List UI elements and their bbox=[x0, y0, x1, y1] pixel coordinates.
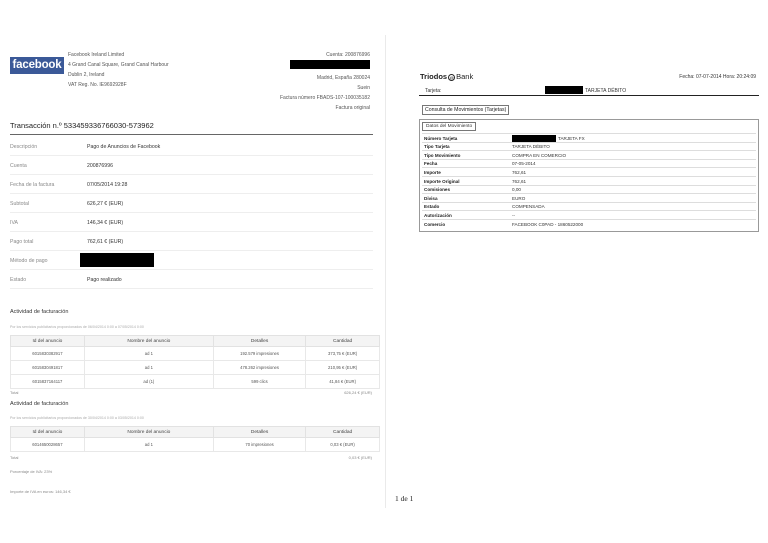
movement-value: 07-05-2014 bbox=[512, 161, 536, 167]
tarjeta-label: Tarjeta: bbox=[425, 88, 442, 94]
total-label: Total bbox=[10, 390, 19, 395]
detail-label: Descripción bbox=[10, 144, 38, 150]
movement-label: Estado bbox=[424, 204, 440, 210]
detail-value: 07/05/2014 19:28 bbox=[87, 182, 128, 188]
table-cell: 373,75 € (EUR) bbox=[306, 347, 380, 361]
table-row bbox=[11, 347, 380, 361]
table-cell: 6015830491817 bbox=[11, 361, 85, 375]
logo-bank: Bank bbox=[456, 72, 474, 81]
billing-total-1 bbox=[10, 390, 380, 395]
movement-row bbox=[422, 176, 756, 184]
table-cell: 599 clics bbox=[213, 375, 305, 389]
detail-row bbox=[10, 137, 373, 156]
consulta-title: Consulta de Movimientos (Tarjetas) bbox=[422, 105, 509, 115]
column-header: Detalles bbox=[213, 427, 305, 438]
movement-row bbox=[422, 202, 756, 210]
table-cell: 41,84 € (EUR) bbox=[306, 375, 380, 389]
detail-row bbox=[10, 270, 373, 289]
billing-total-2 bbox=[10, 455, 380, 460]
table-cell: ad 1 bbox=[84, 347, 213, 361]
redacted-card-number bbox=[512, 135, 556, 142]
detail-label: Fecha de la factura bbox=[10, 182, 55, 188]
activity-title-2: Actividad de facturación bbox=[10, 401, 69, 407]
activity-note-1: Por los servicios publicitarios proporcionados de 06/04/2014 0:00 a 07/05/2014 0:00 bbox=[10, 325, 144, 329]
table-cell: 210,95 € (EUR) bbox=[306, 361, 380, 375]
column-header: Nombre del anuncio bbox=[84, 427, 213, 438]
movement-row bbox=[422, 185, 756, 193]
table-header-row bbox=[11, 427, 380, 438]
detail-row bbox=[10, 156, 373, 175]
column-header: Id del anuncio bbox=[11, 427, 85, 438]
movement-row bbox=[422, 142, 756, 150]
movement-value: 0,00 bbox=[512, 187, 521, 193]
transaction-title: Transacción n.º 533459336766030-573962 bbox=[10, 121, 154, 130]
company-street: 4 Grand Canal Square, Grand Canal Harbour bbox=[68, 62, 169, 68]
table-cell: 70 impresiones bbox=[213, 438, 305, 452]
movement-value: 762,61 bbox=[512, 178, 527, 184]
detail-row bbox=[10, 232, 373, 251]
page-number: 1 de 1 bbox=[395, 494, 414, 503]
movement-row bbox=[422, 133, 756, 141]
movement-row bbox=[422, 219, 756, 227]
movement-row bbox=[422, 210, 756, 218]
movement-value: TARJETA DÉBITO bbox=[512, 144, 550, 150]
company-city: Dublin 2, Ireland bbox=[68, 72, 105, 78]
triodos-logo bbox=[420, 72, 473, 81]
account-status: Suein bbox=[357, 85, 370, 91]
movement-value: EURO bbox=[512, 195, 526, 201]
vat-amount: Importe de IVA en euros: 146,34 € bbox=[10, 489, 71, 494]
facebook-invoice-page bbox=[0, 35, 385, 501]
table-cell: 192.579 impresiones bbox=[213, 347, 305, 361]
triodos-statement-page bbox=[385, 35, 768, 508]
vat-percent: Porcentaje de IVA: 23% bbox=[10, 469, 53, 474]
movement-label: Importe bbox=[424, 169, 441, 175]
detail-label: Cuenta bbox=[10, 163, 27, 169]
movement-row bbox=[422, 159, 756, 167]
detail-row bbox=[10, 194, 373, 213]
movement-value: COMPRA EN COMERCIO bbox=[512, 152, 567, 158]
detail-row bbox=[10, 175, 373, 194]
column-header: Cantidad bbox=[306, 336, 380, 347]
detail-value: 762,61 € (EUR) bbox=[87, 239, 124, 245]
movement-label: Divisa bbox=[424, 195, 438, 201]
redacted-payment-method bbox=[80, 253, 154, 267]
detail-value: Pago realizado bbox=[87, 277, 122, 283]
column-header: Nombre del anuncio bbox=[84, 336, 213, 347]
activity-title-1: Actividad de facturación bbox=[10, 309, 69, 315]
movement-value: COMPENSADA bbox=[512, 204, 545, 210]
account-number: Cuenta: 200876996 bbox=[326, 52, 370, 58]
detail-value: 626,27 € (EUR) bbox=[87, 201, 124, 207]
table-row bbox=[11, 361, 380, 375]
movement-value: TARJETA FX bbox=[558, 135, 585, 141]
billing-table-2 bbox=[10, 426, 380, 452]
movement-row bbox=[422, 167, 756, 175]
movement-label: Autorización bbox=[424, 212, 452, 218]
detail-label: Subtotal bbox=[10, 201, 30, 207]
table-cell: 6014650028657 bbox=[11, 438, 85, 452]
invoice-number: Factura número FBADS-107-100035182 bbox=[279, 95, 370, 101]
facebook-logo: facebook bbox=[10, 57, 64, 74]
movement-label: Número Tarjeta bbox=[424, 135, 458, 141]
divider bbox=[10, 134, 373, 135]
date-time: Fecha: 07-07-2014 Hora: 20:24:09 bbox=[679, 74, 756, 80]
table-header-row bbox=[11, 336, 380, 347]
billing-table-1 bbox=[10, 335, 380, 389]
tab-datos-movimiento[interactable]: Datos del Movimiento bbox=[422, 122, 476, 131]
account-info bbox=[280, 50, 370, 113]
table-cell: ad 1 bbox=[84, 438, 213, 452]
movement-value: FACEBOOK C0PAD - 1860522000 bbox=[512, 221, 584, 227]
detail-label: IVA bbox=[10, 220, 18, 226]
redacted-address bbox=[280, 60, 370, 73]
tarjeta-value: TARJETA DÉBITO bbox=[585, 88, 627, 94]
movement-label: Fecha bbox=[424, 161, 438, 167]
detail-label: Pago total bbox=[10, 239, 34, 245]
detail-label: Estado bbox=[10, 277, 27, 283]
table-cell: ad (1) bbox=[84, 375, 213, 389]
total-value: 626,24 € (EUR) bbox=[344, 390, 372, 395]
table-cell: 6015837164117 bbox=[11, 375, 85, 389]
total-label: Total bbox=[10, 455, 19, 460]
movement-row bbox=[422, 193, 756, 201]
logo-symbol-icon: @ bbox=[449, 74, 454, 80]
table-cell: ad 1 bbox=[84, 361, 213, 375]
column-header: Cantidad bbox=[306, 427, 380, 438]
total-value: 0,03 € (EUR) bbox=[348, 455, 372, 460]
invoice-original: Factura original bbox=[335, 105, 370, 111]
redacted-card bbox=[545, 86, 583, 94]
table-cell: 0,03 € (EUR) bbox=[306, 438, 380, 452]
movement-label: Tipo Tarjeta bbox=[424, 144, 450, 150]
detail-label: Método de pago bbox=[10, 258, 48, 264]
company-vat: VAT Reg. No. IE9692928F bbox=[68, 82, 127, 88]
movement-value: 762,61 bbox=[512, 169, 527, 175]
movement-label: Importe Original bbox=[424, 178, 460, 184]
account-location: Madrid, España 280024 bbox=[316, 75, 370, 81]
detail-value: 200876996 bbox=[87, 163, 113, 169]
table-row bbox=[11, 375, 380, 389]
detail-row bbox=[10, 213, 373, 232]
movement-label: Comisiones bbox=[424, 187, 451, 193]
movement-label: Tipo Movimiento bbox=[424, 152, 461, 158]
table-cell: 478.262 impresiones bbox=[213, 361, 305, 375]
detail-value: Pago de Anuncios de Facebook bbox=[87, 144, 161, 150]
column-header: Id del anuncio bbox=[11, 336, 85, 347]
movement-value: -- bbox=[512, 212, 516, 218]
table-row bbox=[11, 438, 380, 452]
activity-note-2: Por los servicios publicitarios proporcionados de 30/04/2014 0:00 a 03/05/2014 0:00 bbox=[10, 416, 144, 420]
company-name: Facebook Ireland Limited bbox=[68, 52, 125, 58]
tarjeta-bar bbox=[419, 85, 759, 96]
company-address bbox=[68, 50, 169, 90]
detail-row bbox=[10, 251, 373, 270]
column-header: Detalles bbox=[213, 336, 305, 347]
table-cell: 6015830382917 bbox=[11, 347, 85, 361]
logo-main: Triodos bbox=[420, 72, 448, 81]
detail-value: 146,34 € (EUR) bbox=[87, 220, 124, 226]
movement-details-box bbox=[419, 119, 759, 232]
movement-label: Comercio bbox=[424, 221, 446, 227]
movement-row bbox=[422, 150, 756, 158]
